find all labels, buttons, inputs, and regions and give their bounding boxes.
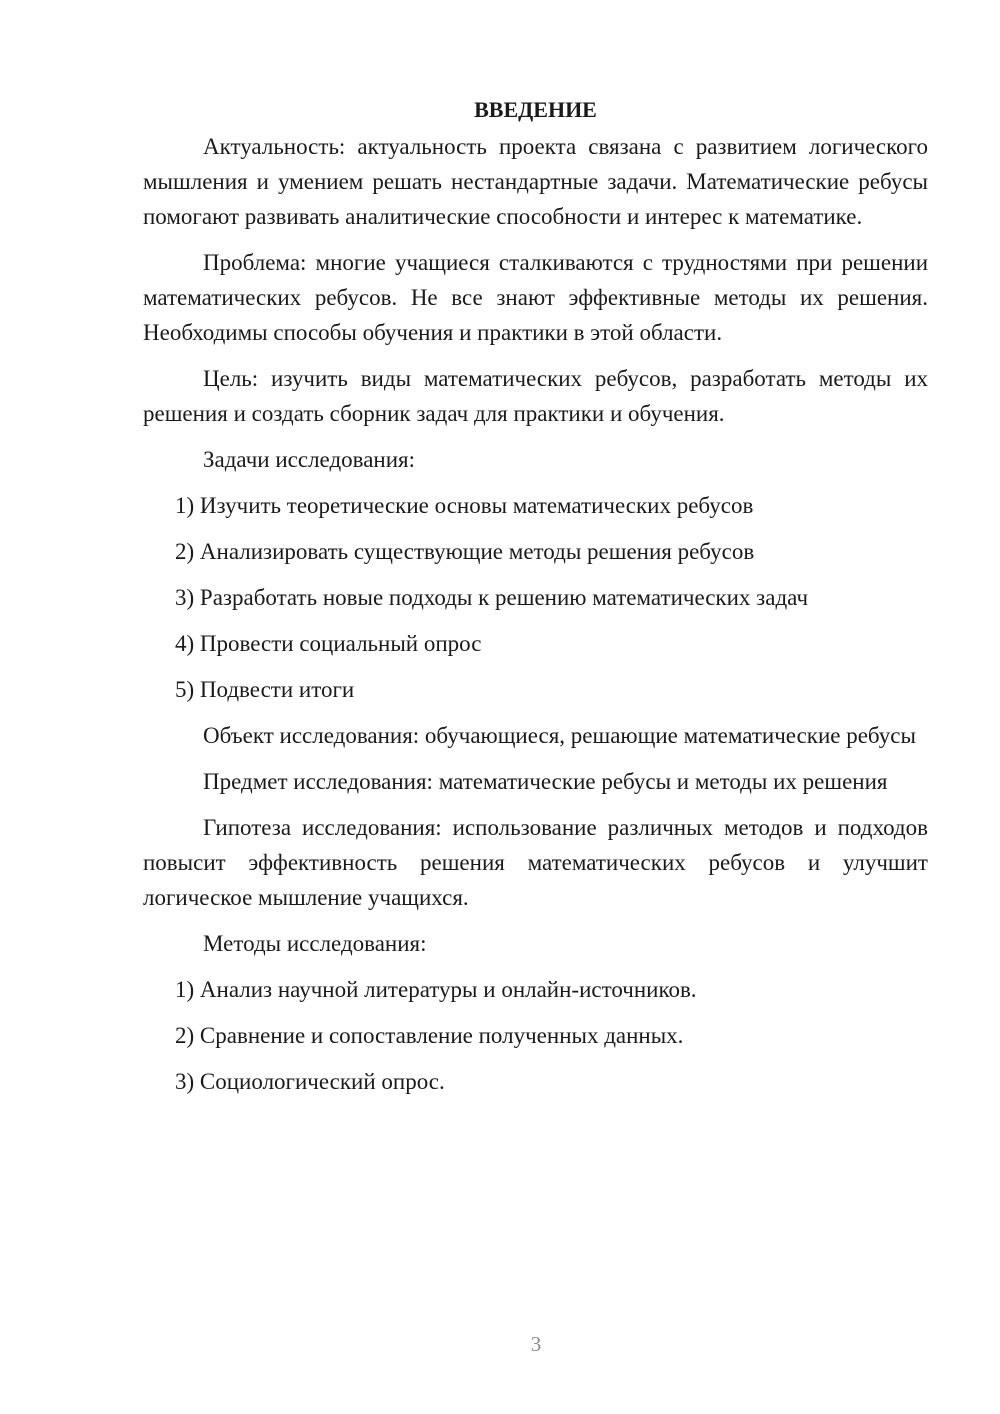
document-body — [143, 92, 928, 1110]
list-item: 4) Провести социальный опрос — [175, 631, 482, 656]
list-item: 1) Изучить теоретические основы математических ребусов — [175, 493, 754, 518]
list-item: 2) Анализировать существующие методы решения ребусов — [175, 539, 755, 564]
paragraph-relevance: Актуальность: актуальность проекта связана с развитием логического мышления и умением решать нестандартные задачи. Математические ребусы помогают развивать аналитические способности и интерес к математике. — [143, 134, 928, 229]
paragraph-problem: Проблема: многие учащиеся сталкиваются с трудностями при решении математических ребусов. Не все знают эффективные методы их решения. Необходимы способы обучения и практики в этой области. — [143, 250, 928, 345]
list-item: 2) Сравнение и сопоставление полученных данных. — [175, 1023, 684, 1048]
paragraph-hypothesis: Гипотеза исследования: использование различных методов и подходов повысит эффективность решения математических ребусов и улучшит логическое мышление учащихся. — [143, 815, 928, 910]
methods-heading: Методы исследования: — [203, 931, 427, 956]
paragraph-object: Объект исследования: обучающиеся, решающие математические ребусы — [203, 723, 916, 748]
list-item: 3) Социологический опрос. — [175, 1069, 445, 1094]
methods-list — [143, 972, 928, 1099]
tasks-list — [143, 488, 928, 707]
page-number: 3 — [530, 1332, 542, 1356]
page-title: ВВЕДЕНИЕ — [474, 97, 597, 122]
paragraph-subject: Предмет исследования: математические ребусы и методы их решения — [203, 769, 888, 794]
paragraph-goal: Цель: изучить виды математических ребусов, разработать методы их решения и создать сборник задач для практики и обучения. — [143, 366, 928, 426]
tasks-heading: Задачи исследования: — [203, 447, 416, 472]
list-item: 5) Подвести итоги — [175, 677, 355, 702]
list-item: 1) Анализ научной литературы и онлайн-источников. — [175, 977, 697, 1002]
list-item: 3) Разработать новые подходы к решению математических задач — [175, 585, 809, 610]
